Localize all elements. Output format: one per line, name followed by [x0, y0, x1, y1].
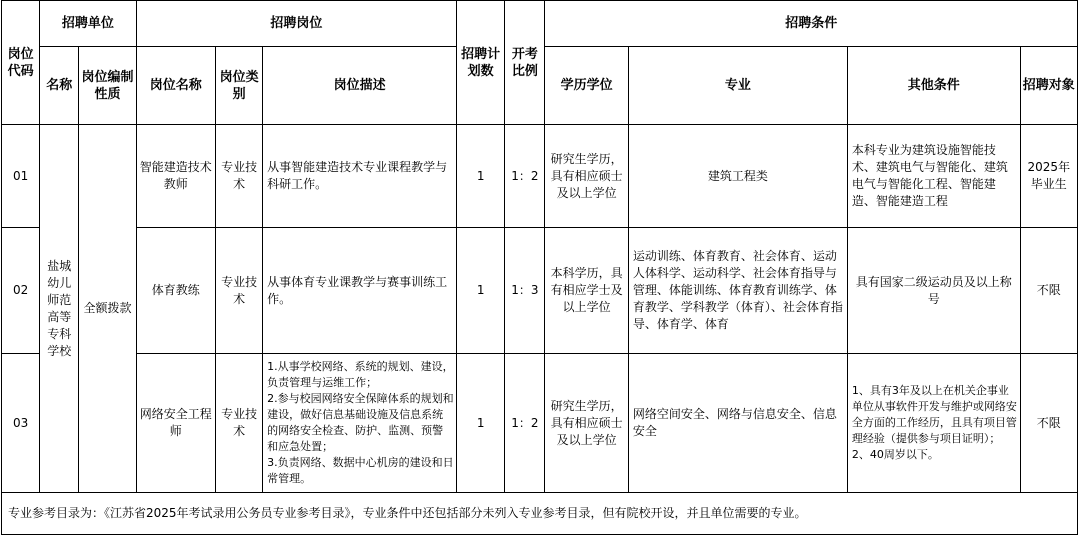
- education: 本科学历，具有相应学士及以上学位: [545, 228, 628, 354]
- other-conditions: 具有国家二级运动员及以上称号: [847, 228, 1020, 354]
- other-condition-line: 2、40周岁以下。: [851, 448, 939, 461]
- post-code: 01: [2, 125, 40, 228]
- education: 研究生学历，具有相应硕士及以上学位: [545, 125, 628, 228]
- header-other: 其他条件: [847, 47, 1020, 125]
- post-name: 体育教练: [136, 228, 215, 354]
- major: 网络空间安全、网络与信息安全、信息安全: [628, 354, 847, 493]
- header-unit-name: 名称: [40, 47, 79, 125]
- post-category: 专业技术: [215, 125, 262, 228]
- post-code: 02: [2, 228, 40, 354]
- recruit-target: 不限: [1020, 354, 1077, 493]
- header-post-nature: 岗位编制性质: [79, 47, 136, 125]
- header-post-name: 岗位名称: [136, 47, 215, 125]
- header-post-desc: 岗位描述: [263, 47, 457, 125]
- header-recruit-unit: 招聘单位: [40, 1, 136, 47]
- header-exam-ratio: 开考比例: [505, 1, 545, 125]
- plan-count: 1: [457, 125, 505, 228]
- description-line: 2.参与校园网络安全保障体系的规划和建设，做好信息基础设施及信息系统的网络安全检查、防护、监测、预警和应急处置；: [267, 392, 454, 453]
- header-education: 学历学位: [545, 47, 628, 125]
- description-line: 3.负责网络、数据中心机房的建设和日常管理。: [267, 456, 454, 485]
- footnote: 专业参考目录为：《江苏省2025年考试录用公务员专业参考目录》，专业条件中还包括部分未列入专业参考目录，但有院校开设，并且单位需要的专业。: [2, 493, 1078, 535]
- table-row: [2, 354, 1078, 493]
- post-description: 从事智能建造技术专业课程教学与科研工作。: [263, 125, 457, 228]
- exam-ratio: 1：2: [505, 125, 545, 228]
- recruit-target: 不限: [1020, 228, 1077, 354]
- header-target: 招聘对象: [1020, 47, 1077, 125]
- header-conditions: 招聘条件: [545, 1, 1078, 47]
- post-code: 03: [2, 354, 40, 493]
- header-plan-count: 招聘计划数: [457, 1, 505, 125]
- header-post-code: 岗位代码: [2, 1, 40, 125]
- exam-ratio: 1：3: [505, 228, 545, 354]
- header-post-category: 岗位类别: [215, 47, 262, 125]
- table-row: [2, 228, 1078, 354]
- table-row: [2, 125, 1078, 228]
- recruitment-table: [1, 0, 1078, 535]
- post-description: [263, 354, 457, 493]
- post-name: 智能建造技术教师: [136, 125, 215, 228]
- unit-nature: 全额拨款: [79, 125, 136, 493]
- education: 研究生学历，具有相应硕士及以上学位: [545, 354, 628, 493]
- plan-count: 1: [457, 354, 505, 493]
- other-conditions: 本科专业为建筑设施智能技术、建筑电气与智能化、建筑电气与智能化工程、智能建造、智能建造工程: [847, 125, 1020, 228]
- description-line: 1.从事学校网络、系统的规划、建设，负责管理与运维工作；: [267, 360, 454, 389]
- post-name: 网络安全工程师: [136, 354, 215, 493]
- other-condition-line: 1、具有3年及以上在机关企事业单位从事软件开发与维护或网络安全方面的工作经历，且具有项目管理经验（提供参与项目证明）；: [851, 384, 1017, 445]
- header-major: 专业: [628, 47, 847, 125]
- recruit-target: 2025年毕业生: [1020, 125, 1077, 228]
- major: 运动训练、体育教育、社会体育、运动人体科学、运动科学、社会体育指导与管理、体能训练、体育教育训练学、体育教学、学科教学（体育）、社会体育指导、体育学、体育: [628, 228, 847, 354]
- exam-ratio: 1：2: [505, 354, 545, 493]
- post-category: 专业技术: [215, 354, 262, 493]
- plan-count: 1: [457, 228, 505, 354]
- major: 建筑工程类: [628, 125, 847, 228]
- other-conditions: [847, 354, 1020, 493]
- unit-name: 盐城幼儿师范高等专科学校: [40, 125, 79, 493]
- post-description: 从事体育专业课教学与赛事训练工作。: [263, 228, 457, 354]
- post-category: 专业技术: [215, 228, 262, 354]
- header-recruit-post: 招聘岗位: [136, 1, 456, 47]
